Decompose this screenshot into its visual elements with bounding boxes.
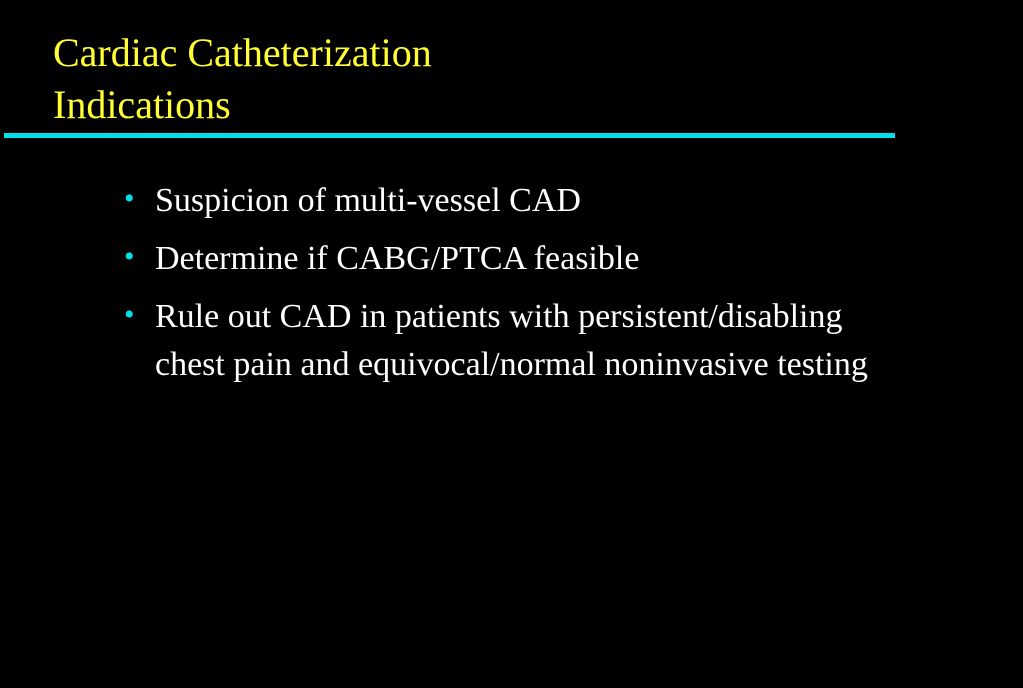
bullet-item [118,293,878,389]
bullet-dot-icon: • [124,182,135,215]
title-divider [4,133,895,138]
bullet-dot-icon: • [124,298,135,331]
slide-title [53,27,432,131]
slide-title-line-2: Indications [53,82,231,127]
bullet-text: Determine if CABG/PTCA feasible [155,240,640,277]
bullet-list [118,177,878,399]
bullet-dot-icon: • [124,240,135,273]
bullet-text: Suspicion of multi-vessel CAD [155,182,581,219]
bullet-item [118,177,878,225]
bullet-item [118,235,878,283]
slide-title-line-1: Cardiac Catheterization [53,30,432,75]
bullet-text: Rule out CAD in patients with persistent/disabling chest pain and equivocal/normal noninvasive testing [155,298,868,383]
